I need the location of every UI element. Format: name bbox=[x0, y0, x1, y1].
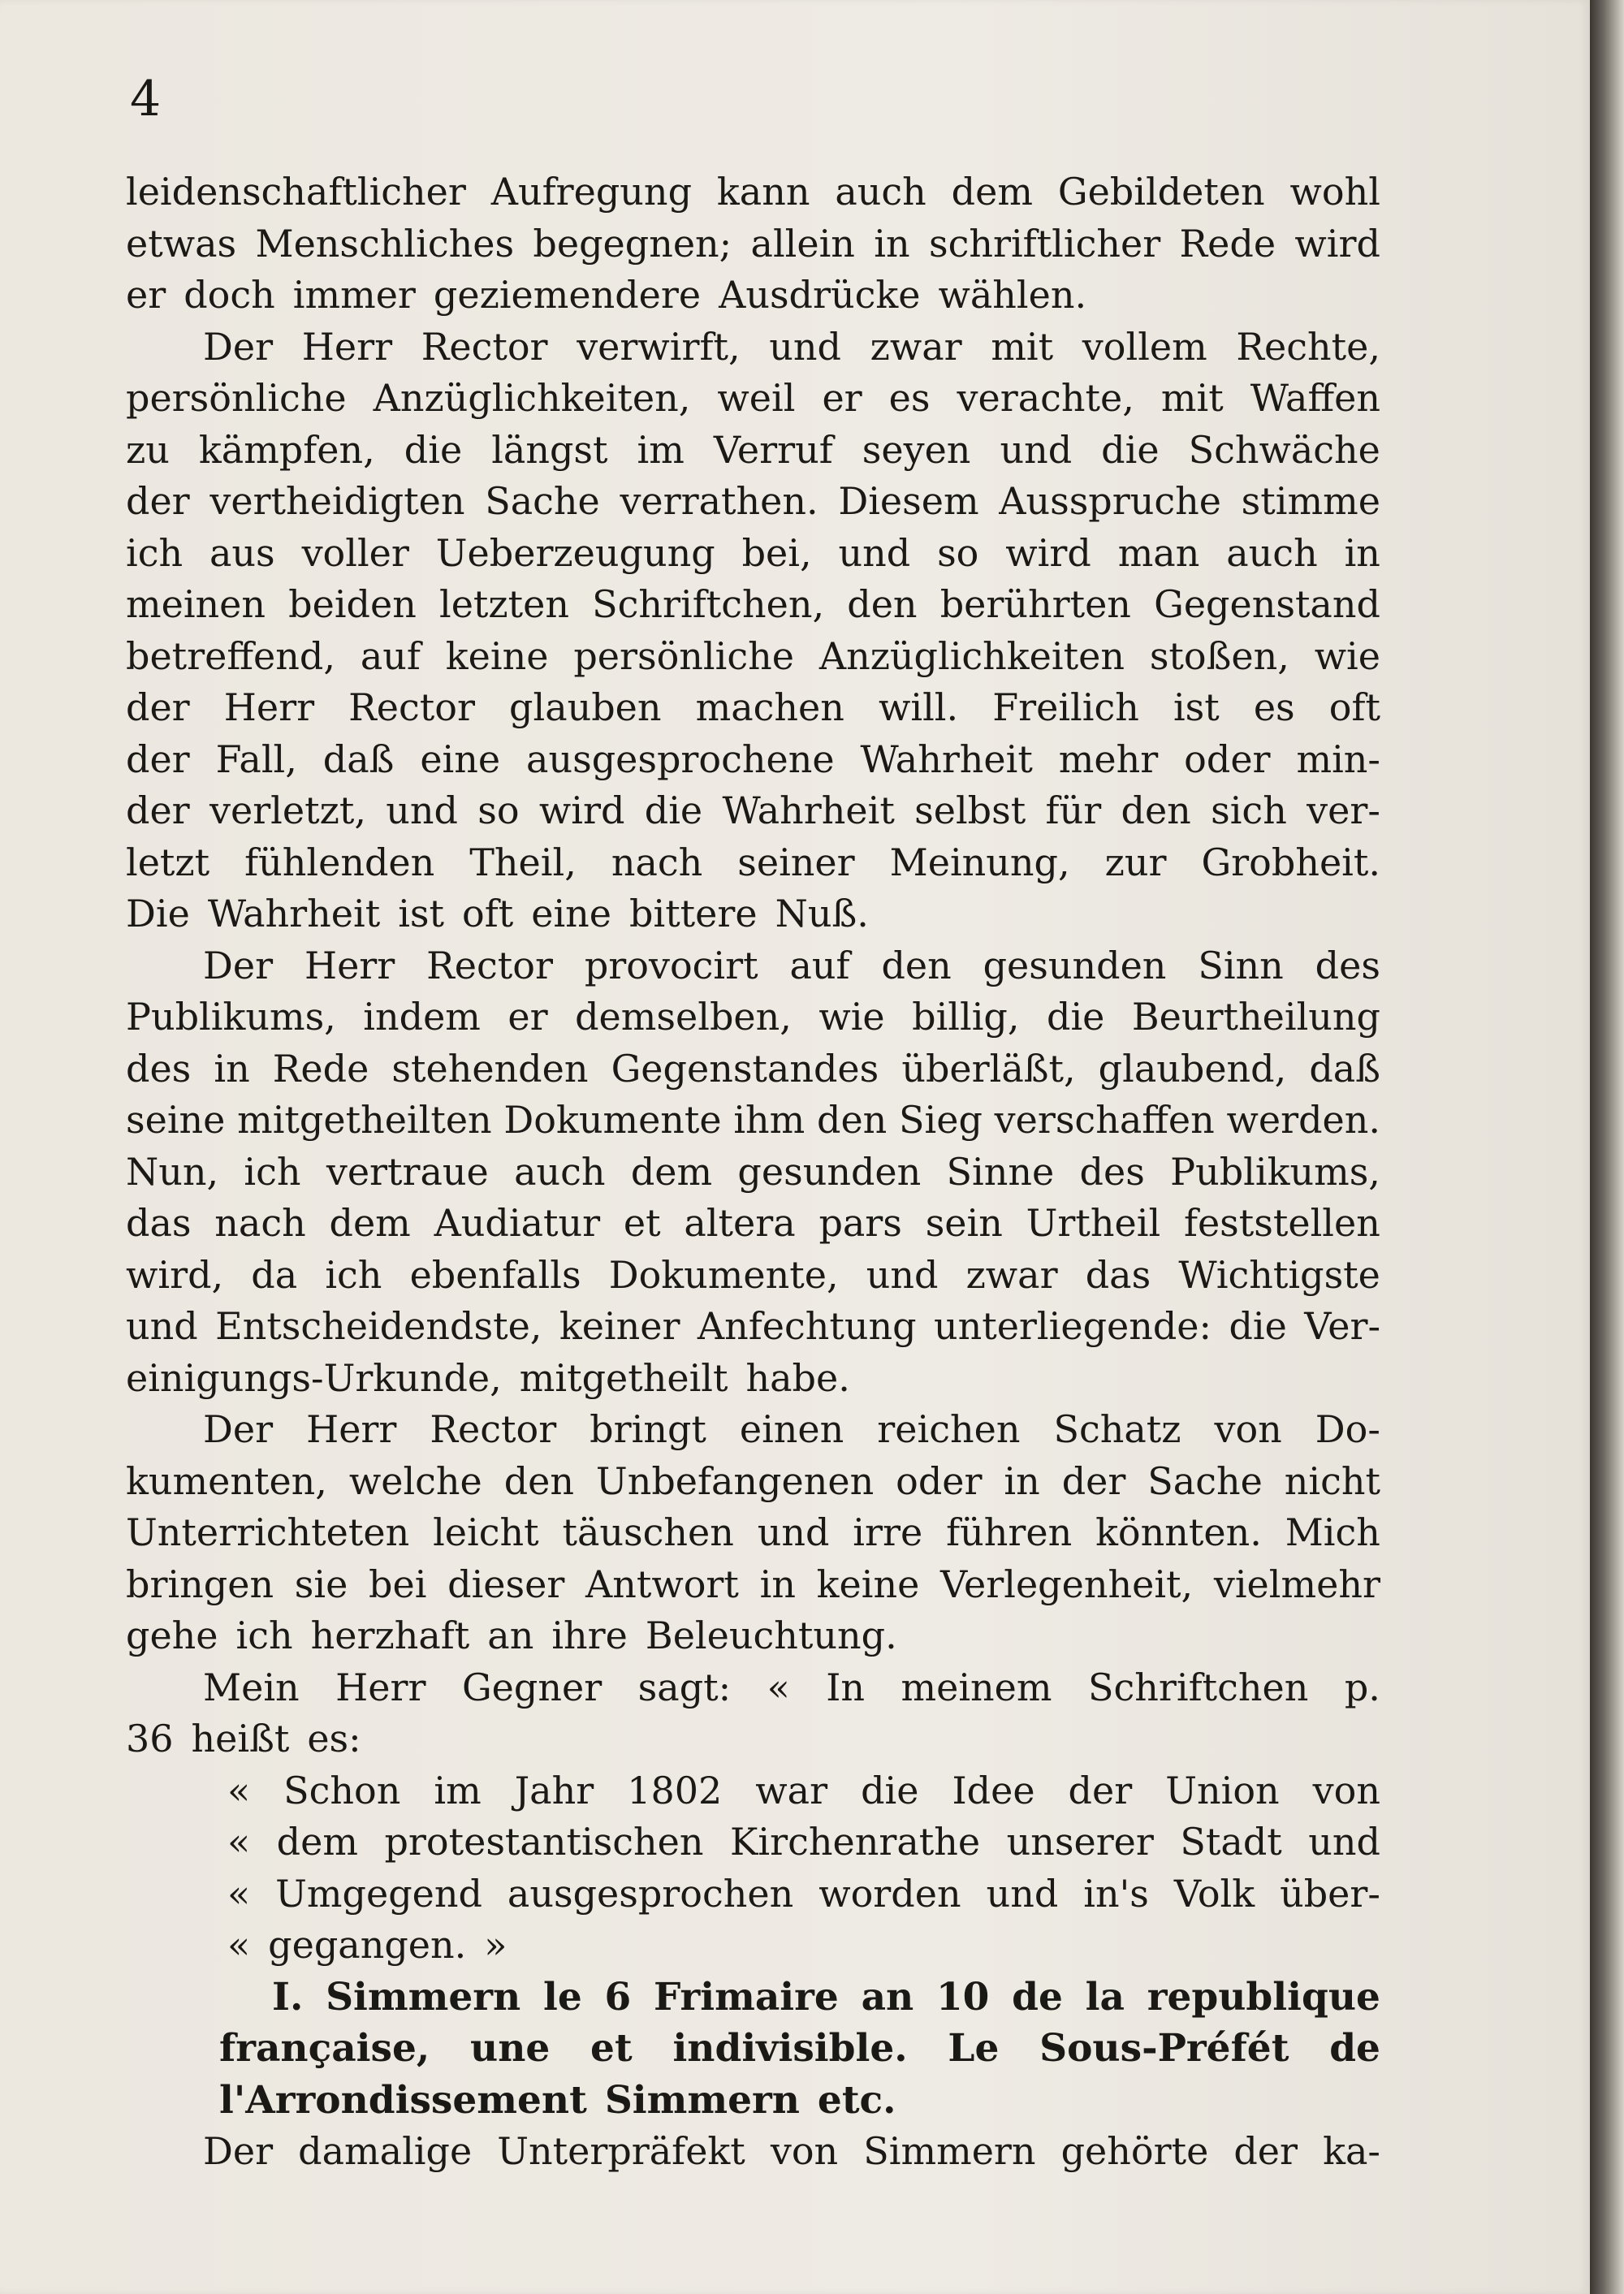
text-line: « Schon im Jahr 1802 war die Idee der Union von bbox=[227, 1768, 1380, 1812]
text-line: « dem protestantischen Kirchenrathe unserer Stadt und bbox=[227, 1820, 1380, 1864]
text-line: « Umgegend ausgesprochen worden und in's Volk über- bbox=[227, 1871, 1380, 1916]
text-line: Der Herr Rector provocirt auf den gesunden Sinn des bbox=[203, 943, 1380, 987]
text-line: und Entscheidendste, keiner Anfechtung unterliegende: die Ver- bbox=[126, 1304, 1380, 1348]
text-line: zu kämpfen, die längst im Verruf seyen und die Schwäche bbox=[126, 427, 1380, 472]
text-line: bringen sie bei dieser Antwort in keine Verlegenheit, vielmehr bbox=[126, 1562, 1380, 1606]
text-line: 36 heißt es: bbox=[126, 1717, 361, 1760]
text-line: meinen beiden letzten Schriftchen, den berührten Gegenstand bbox=[126, 582, 1380, 626]
text-line: Die Wahrheit ist oft eine bittere Nuß. bbox=[126, 892, 869, 935]
text-line: er doch immer geziemendere Ausdrücke wählen. bbox=[126, 273, 1087, 317]
text-line: wird, da ich ebenfalls Dokumente, und zwar das Wichtigste bbox=[126, 1252, 1380, 1297]
body-text bbox=[126, 166, 1380, 2178]
text-line: Unterrichteten leicht täuschen und irre führen könnten. Mich bbox=[126, 1510, 1380, 1554]
text-line: l'Arrondissement Simmern etc. bbox=[219, 2077, 896, 2123]
page-binding-edge bbox=[1590, 0, 1624, 2294]
text-line: letzt fühlenden Theil, nach seiner Meinung, zur Grobheit. bbox=[126, 840, 1380, 884]
text-line: der verletzt, und so wird die Wahrheit selbst für den sich ver- bbox=[126, 788, 1380, 832]
text-line: einigungs-Urkunde, mitgetheilt habe. bbox=[126, 1355, 850, 1400]
text-line: persönliche Anzüglichkeiten, weil er es verachte, mit Waffen bbox=[126, 376, 1380, 420]
text-line: leidenschaftlicher Aufregung kann auch dem Gebildeten wohl bbox=[126, 170, 1380, 214]
text-line: française, une et indivisible. Le Sous-Préfét de bbox=[219, 2026, 1380, 2071]
text-line: ich aus voller Ueberzeugung bei, und so wird man auch in bbox=[126, 530, 1380, 575]
text-line: das nach dem Audiatur et altera pars sein Urtheil feststellen bbox=[126, 1201, 1380, 1245]
text-line: betreffend, auf keine persönliche Anzüglichkeiten stoßen, wie bbox=[126, 633, 1380, 678]
text-line: Publikums, indem er demselben, wie billig, die Beurtheilung bbox=[126, 995, 1380, 1039]
page-number: 4 bbox=[130, 71, 162, 127]
text-line: I. Simmern le 6 Frimaire an 10 de la republique bbox=[272, 1974, 1380, 2020]
text-line: Der damalige Unterpräfekt von Simmern gehörte der ka- bbox=[203, 2129, 1380, 2173]
text-line: der Herr Rector glauben machen will. Freilich ist es oft bbox=[126, 685, 1380, 729]
text-line: « gegangen. » bbox=[227, 1923, 508, 1967]
text-line: etwas Menschliches begegnen; allein in schriftlicher Rede wird bbox=[126, 221, 1380, 266]
text-line: der vertheidigten Sache verrathen. Diesem Ausspruche stimme bbox=[126, 479, 1380, 523]
text-line: der Fall, daß eine ausgesprochene Wahrheit mehr oder min- bbox=[126, 737, 1380, 781]
text-line: des in Rede stehenden Gegenstandes überläßt, glaubend, daß bbox=[126, 1046, 1380, 1091]
text-line: Nun, ich vertraue auch dem gesunden Sinne des Publikums, bbox=[126, 1149, 1380, 1194]
text-line: Der Herr Rector bringt einen reichen Schatz von Do- bbox=[203, 1407, 1380, 1451]
text-line: Mein Herr Gegner sagt: « In meinem Schriftchen p. bbox=[203, 1665, 1380, 1709]
text-line: kumenten, welche den Unbefangenen oder in der Sache nicht bbox=[126, 1458, 1380, 1503]
text-line: gehe ich herzhaft an ihre Beleuchtung. bbox=[126, 1614, 897, 1657]
text-line: Der Herr Rector verwirft, und zwar mit vollem Rechte, bbox=[203, 324, 1380, 369]
text-line: seine mitgetheilten Dokumente ihm den Sieg verschaffen werden. bbox=[126, 1098, 1380, 1142]
